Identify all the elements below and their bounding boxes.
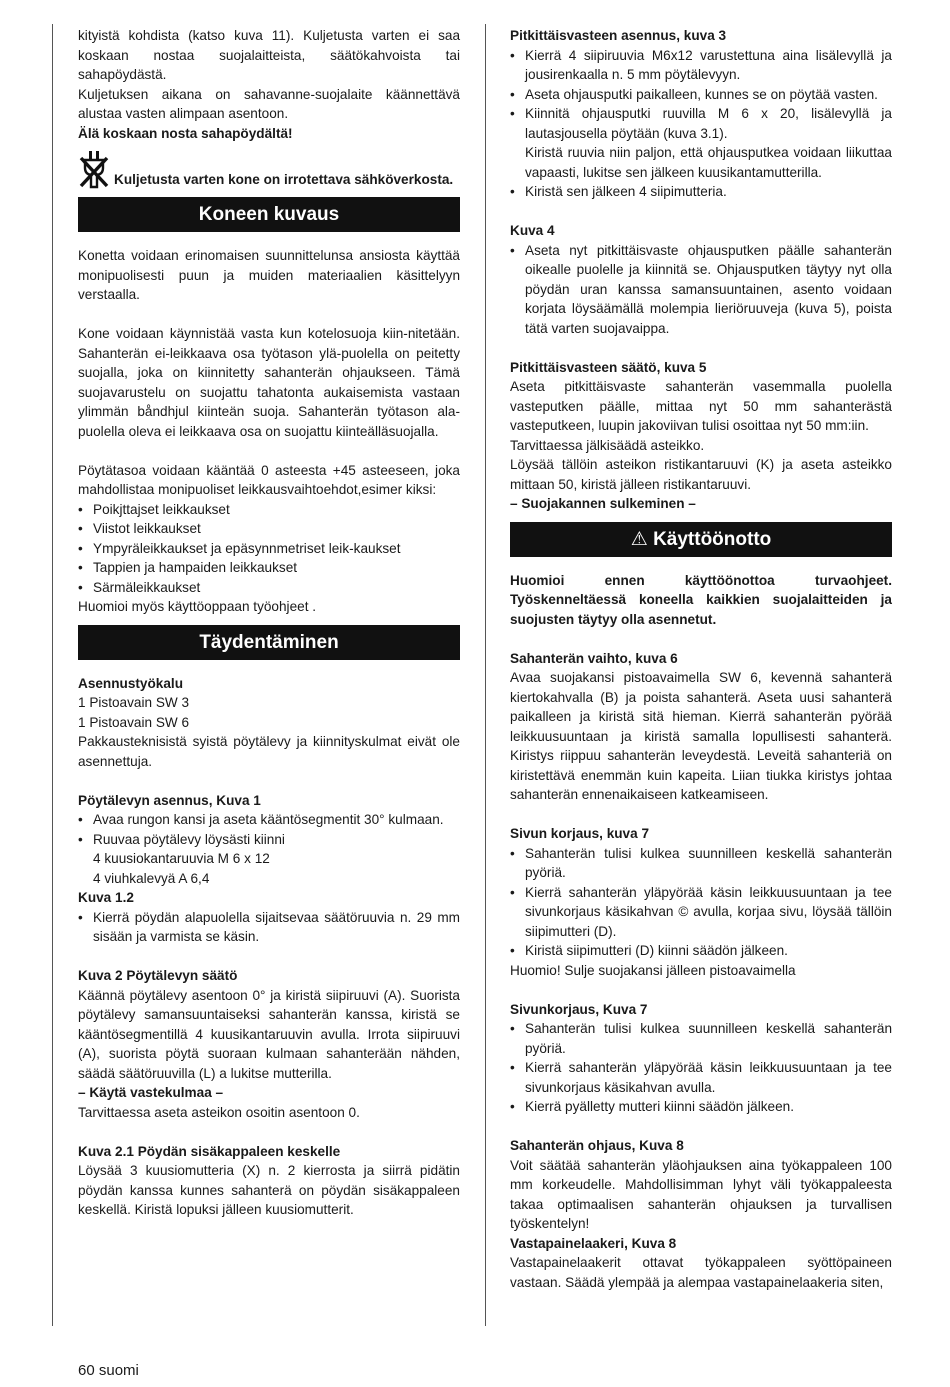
list-item: • Aseta ohjausputki paikalleen, kunnes se on pöytää vasten. [510, 85, 892, 105]
tool-line: 1 Pistoavain SW 6 [78, 714, 190, 730]
subheading: Pöytälevyn asennus, Kuva 1 [78, 792, 261, 808]
right-column [510, 26, 892, 1292]
paragraph: Avaa suojakansi pistoavaimella SW 6, kevennä sahanterä kiertokahvalla (B) ja poista sahanterä. Aseta uusi sahanterä paikalleen ja kiristä sitä hieman. Kierrä sahanterän pyörää leikkuusuuntaan ja kiristä samalla lopullisesti sahanterä. Kiristys riippuu sahanterän leveydestä. Leveitä sahanteriä on kiristettävä enemmän kuin kapeita. Liian tiukka kiristys johtaa sahanterän ennenaikaiseen katkeamiseen. [510, 670, 892, 802]
subheading: Sahanterän ohjaus, Kuva 8 [510, 1138, 684, 1153]
list-item-continuation: Kiristä ruuvia niin paljon, että ohjausputkea voidaan liikuttaa vapaasti, lukitse sen jälkeen kuusikantamutterilla. [525, 145, 892, 180]
safety-notice: Huomioi ennen käyttöönottoa turvaohjeet. Työskenneltäessä koneella kaikkien suojalaitteiden ja suojusten täytyy olla asennetut. [510, 572, 892, 627]
list-item: • Kiristä sen jälkeen 4 siipimutteria. [510, 182, 892, 202]
list-item: • Kierrä sahanterän yläpyörää käsin leikkuusuuntaan ja tee sivunkorjaus käsikahvan © avulla, korjaa sivu, löysää tällöin siipimutteri (D). [510, 883, 892, 942]
warning-triangle-icon: ⚠ [630, 528, 648, 550]
paragraph: Löysää tällöin asteikon ristikantaruuvi (K) ja aseta asteikko mittaan 50, kiristä jälleen ristikantaruuvi. [510, 457, 892, 492]
paragraph: Aseta pitkittäisvaste sahanterän vasemmalla puolella vasteputken päälle, mittaa nyt 50 mm sahanterästä vasteputkeen, luupin jakoviivan tulisi osoittaa nyt 50 mm:iin. [510, 379, 892, 433]
subheading: Kuva 1.2 [78, 890, 134, 905]
list-item: • Kiinnitä ohjausputki ruuvilla M 6 x 20, lisälevyllä ja lautasjousella pöytään (kuva 3.1). [510, 104, 892, 143]
list-item: • Ympyräleikkaukset ja epäsynnmetriset leik-kaukset [78, 539, 460, 559]
subheading: Vastapainelaakeri, Kuva 8 [510, 1235, 677, 1251]
list-item: • Särmäleikkaukset [78, 578, 460, 598]
list-item: • Kierrä sahanterän yläpyörää käsin leikkuusuuntaan ja tee sivunkorjaus käsikahvan avulla. [510, 1058, 892, 1097]
tool-line: 1 Pistoavain SW 3 [78, 695, 190, 710]
subheading: Sivunkorjaus, Kuva 7 [510, 1001, 648, 1017]
list-item: • Kierrä pyälletty mutteri kiinni säädön jälkeen. [510, 1097, 892, 1117]
list-item: • Poikjttajset leikkaukset [78, 500, 460, 520]
list-subline: 4 kuusiokantaruuvia M 6 x 12 [93, 851, 270, 866]
subheading: Asennustyökalu [78, 675, 183, 691]
paragraph: Löysää 3 kuusiomutteria (X) n. 2 kierrosta ja siirrä pidätin pöydän kanssa kunnes sahanterä on pöydän sisäkappaleen keskellä. Kiristä lopuksi jälleen kuusiomutterit. [78, 1163, 460, 1217]
paragraph: Käännä pöytälevy asentoon 0° ja kiristä siipiruuvi (A). Suorista pöytälevy samansuuntaiseksi sahanterän kanssa, kiristä se kääntösegmentillä 4 kuusikantaruuvin avulla. Irrota siipiruuvi (A), suorista pöytä suoraan kulmaan sahanterään nähden, säädä säätöruuvilla (L) a lukitse mutterilla. [78, 987, 460, 1081]
list-subline: 4 viuhkalevyä A 6,4 [93, 870, 210, 886]
bold-note: – Suojakannen sulkeminen – [510, 496, 696, 511]
subheading: Pitkittäisvasteen asennus, kuva 3 [510, 28, 727, 43]
warning-text: Älä koskaan nosta sahapöydältä! [78, 125, 293, 141]
center-column-rule [485, 24, 486, 1326]
list-item: • Aseta nyt pitkittäisvaste ohjausputken päälle sahanterän oikealle puolelle ja kiinnitä se. Ohjausputken täytyy nyt olla pöydän uran kanssa samansuuntainen, asento voidaan korjata löysäämällä molempia lieriöruuveja (kuva 5), poista tätä varten suojavaippa. [510, 241, 892, 339]
subheading: Pitkittäisvasteen säätö, kuva 5 [510, 359, 707, 375]
list-item: • Kiristä siipimutteri (D) kiinni säädön jälkeen. [510, 941, 892, 961]
list-item: • Viistot leikkaukset [78, 519, 460, 539]
page-number: 60 suomi [78, 1362, 139, 1379]
paragraph: Pakkausteknisistä syistä pöytälevy ja kiinnityskulmat eivät ole asennettuja. [78, 734, 460, 769]
paragraph: Tarvittaessa jälkisäädä asteikko. [510, 437, 705, 453]
list-item: • Avaa rungon kansi ja aseta kääntösegmentit 30° kulmaan. [78, 810, 460, 830]
paragraph: Huomio! Sulje suojakansi jälleen pistoavaimella [510, 962, 796, 978]
unplug-icon [78, 149, 110, 189]
intro-paragraph: kityistä kohdista (katso kuva 11). Kuljetusta varten ei saa koskaan nostaa suojalaitteista, säätökahvoista tai sahapöydästä. [78, 28, 460, 82]
subheading: Sivun korjaus, kuva 7 [510, 826, 650, 841]
left-column-rule [52, 24, 53, 1326]
unplug-text: Kuljetusta varten kone on irrotettava sähköverkosta. [114, 171, 454, 187]
list-item: • Kierrä 4 siipiruuvia M6x12 varustettuna aina lisälevyllä ja jousirenkaalla n. 5 mm pöytälevyyn. [510, 46, 892, 85]
list-item: • Ruuvaa pöytälevy löysästi kiinni [78, 830, 460, 850]
subheading: Kuva 4 [510, 223, 555, 238]
intro-paragraph: Kuljetuksen aikana on sahavanne-suojalaite käännettävä alustaa vasten alimpaan asentoon. [78, 86, 460, 121]
description-paragraph: Kone voidaan käynnistää vasta kun kotelosuoja kiin-nitetään. Sahanterän ei-leikkaava osa työtason ylä-puolella on peitetty suojalla, joka on kiinnitetty sahanterän ohjaukseen. Tämä suojavarustelu on suojattu tahatonta aukaisemista vastaan ylimmän båndhjul kiinteän suoja. Sahanterän työtason ala-puolella oleva ei leikkaava osa on suojattu kiinteälläsuojalla. [78, 326, 460, 439]
paragraph: Voit säätää sahanterän yläohjauksen aina työkappaleen 100 mm korkeudelle. Mahdollisimman lyhyt väli työkappaleesta takaa optimaalisen sahanterän ohjauksen ja turvallisen työskentelyn! [510, 1157, 892, 1231]
subheading: Sahanterän vaihto, kuva 6 [510, 650, 678, 666]
paragraph: Vastapainelaakerit ottavat työkappaleen syöttöpaineen vastaan. Säädä ylempää ja alempaa vastapainelaakeria siten, [510, 1255, 892, 1290]
paragraph: Tarvittaessa aseta asteikon osoitin asentoon 0. [78, 1104, 360, 1120]
subheading: Kuva 2.1 Pöydän sisäkappaleen keskelle [78, 1143, 341, 1159]
left-column [78, 26, 460, 1220]
section-heading: Koneen kuvaus [78, 197, 460, 232]
section-heading [510, 522, 892, 557]
description-paragraph: Konetta voidaan erinomaisen suunnittelunsa ansiosta käyttää monipuolisesti puun ja muiden materiaalien käsittelyyn verstaalla. [78, 248, 460, 302]
section-heading: Täydentäminen [78, 625, 460, 660]
unplug-warning [78, 149, 460, 189]
bold-note: – Käytä vastekulmaa – [78, 1085, 224, 1100]
subheading: Kuva 2 Pöytälevyn säätö [78, 968, 238, 983]
section-heading-label: Käyttöönotto [653, 528, 772, 550]
description-paragraph: Pöytätasoa voidaan kääntää 0 asteesta +45 asteeseen, joka mahdollistaa monipuoliset leikkausvaihtoehdot,esimer kiksi: [78, 462, 460, 497]
list-item: • Kierrä pöydän alapuolella sijaitsevaa säätöruuvia n. 29 mm sisään ja varmista se käsin. [78, 908, 460, 947]
list-item: • Tappien ja hampaiden leikkaukset [78, 558, 460, 578]
description-note: Huomioi myös käyttöoppaan työohjeet . [78, 599, 317, 614]
list-item: • Sahanterän tulisi kulkea suunnilleen keskellä sahanterän pyöriä. [510, 844, 892, 883]
list-item: • Sahanterän tulisi kulkea suunnilleen keskellä sahanterän pyöriä. [510, 1019, 892, 1058]
